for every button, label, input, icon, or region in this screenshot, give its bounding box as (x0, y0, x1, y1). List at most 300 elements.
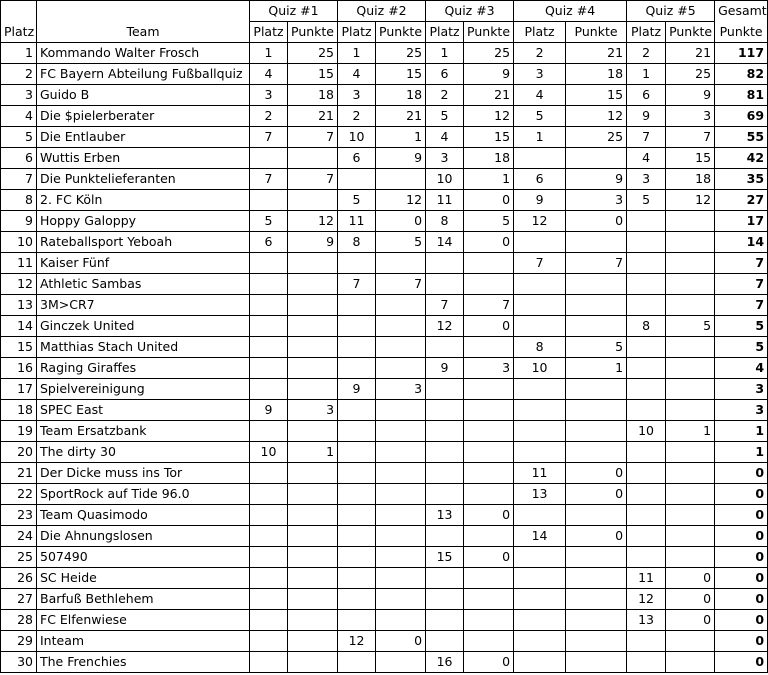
rank-cell: 23 (1, 505, 37, 526)
quiz-5-platz-cell: 3 (627, 169, 666, 190)
quiz-5-platz-cell: 1 (627, 64, 666, 85)
quiz-1-punkte-cell: 15 (288, 64, 338, 85)
quiz-5-platz-cell: 8 (627, 316, 666, 337)
total-points-cell: 0 (715, 526, 768, 547)
table-row (1, 106, 768, 127)
total-points-cell: 0 (715, 652, 768, 673)
rank-cell: 6 (1, 148, 37, 169)
quiz-5-punkte-cell: 1 (666, 421, 715, 442)
quiz-1-platz-cell (250, 610, 288, 631)
quiz-4-punkte-cell: 3 (566, 190, 627, 211)
quiz-3-punkte-cell (464, 400, 514, 421)
quiz-1-platz-cell (250, 505, 288, 526)
quiz-3-platz-cell (426, 337, 464, 358)
rank-cell: 2 (1, 64, 37, 85)
quiz-1-punkte-cell (288, 295, 338, 316)
quiz-2-platz-cell (338, 484, 376, 505)
quiz-2-platz-cell (338, 505, 376, 526)
table-row (1, 253, 768, 274)
quiz-3-punkte-cell (464, 463, 514, 484)
rank-cell: 21 (1, 463, 37, 484)
quiz-4-platz-cell: 7 (514, 253, 566, 274)
quiz-3-punkte-cell: 1 (464, 169, 514, 190)
rank-cell: 29 (1, 631, 37, 652)
quiz-4-platz-cell: 11 (514, 463, 566, 484)
quiz-3-punkte-cell: 7 (464, 295, 514, 316)
quiz-5-platz-cell (627, 442, 666, 463)
total-points-cell: 1 (715, 421, 768, 442)
quiz-5-platz-cell (627, 652, 666, 673)
quiz-2-platz-cell: 3 (338, 85, 376, 106)
quiz-3-header: Quiz #3 (426, 1, 514, 22)
total-points-cell: 3 (715, 400, 768, 421)
quiz-5-platz-cell: 7 (627, 127, 666, 148)
quiz-3-platz-header: Platz (426, 22, 464, 43)
quiz-4-punkte-cell: 0 (566, 211, 627, 232)
quiz-5-punkte-cell (666, 463, 715, 484)
quiz-1-punkte-cell (288, 148, 338, 169)
team-name-cell: Wuttis Erben (37, 148, 250, 169)
quiz-1-punkte-cell (288, 526, 338, 547)
quiz-2-punkte-cell (376, 421, 426, 442)
quiz-4-punkte-cell (566, 505, 627, 526)
quiz-1-platz-cell (250, 421, 288, 442)
quiz-5-punkte-cell: 18 (666, 169, 715, 190)
quiz-5-punkte-cell (666, 379, 715, 400)
quiz-3-platz-cell: 1 (426, 43, 464, 64)
quiz-5-platz-cell: 12 (627, 589, 666, 610)
rank-cell: 16 (1, 358, 37, 379)
team-name-cell: Kaiser Fünf (37, 253, 250, 274)
quiz-3-punkte-cell: 21 (464, 85, 514, 106)
total-points-cell: 0 (715, 568, 768, 589)
rank-cell: 30 (1, 652, 37, 673)
quiz-1-platz-cell: 5 (250, 211, 288, 232)
table-row (1, 568, 768, 589)
quiz-4-punkte-cell (566, 295, 627, 316)
team-name-cell: SC Heide (37, 568, 250, 589)
rank-cell: 25 (1, 547, 37, 568)
team-name-cell: Die Ahnungslosen (37, 526, 250, 547)
team-name-cell: 507490 (37, 547, 250, 568)
quiz-3-platz-cell: 2 (426, 85, 464, 106)
rank-cell: 8 (1, 190, 37, 211)
quiz-4-platz-cell: 6 (514, 169, 566, 190)
table-row (1, 442, 768, 463)
quiz-1-platz-cell (250, 358, 288, 379)
team-name-cell: Kommando Walter Frosch (37, 43, 250, 64)
quiz-4-punkte-cell (566, 400, 627, 421)
team-name-cell: FC Bayern Abteilung Fußballquiz (37, 64, 250, 85)
quiz-1-punkte-cell: 12 (288, 211, 338, 232)
quiz-1-punkte-cell (288, 547, 338, 568)
quiz-4-punkte-cell (566, 148, 627, 169)
quiz-3-platz-cell (426, 442, 464, 463)
table-row (1, 610, 768, 631)
quiz-2-platz-cell (338, 253, 376, 274)
quiz-3-punkte-cell: 5 (464, 211, 514, 232)
quiz-3-punkte-cell (464, 589, 514, 610)
quiz-1-punkte-cell: 1 (288, 442, 338, 463)
rank-cell: 1 (1, 43, 37, 64)
quiz-2-punkte-cell (376, 484, 426, 505)
quiz-1-platz-cell (250, 148, 288, 169)
quiz-4-punkte-header: Punkte (566, 22, 627, 43)
quiz-5-punkte-cell: 9 (666, 85, 715, 106)
rank-cell: 4 (1, 106, 37, 127)
table-row (1, 232, 768, 253)
quiz-2-punkte-cell: 0 (376, 211, 426, 232)
quiz-3-punkte-cell: 3 (464, 358, 514, 379)
quiz-5-punkte-cell (666, 484, 715, 505)
quiz-5-platz-cell (627, 358, 666, 379)
total-points-cell: 17 (715, 211, 768, 232)
quiz-1-platz-cell (250, 589, 288, 610)
table-row (1, 358, 768, 379)
quiz-5-platz-cell (627, 484, 666, 505)
rank-cell: 17 (1, 379, 37, 400)
quiz-4-punkte-cell (566, 652, 627, 673)
quiz-2-platz-cell (338, 358, 376, 379)
quiz-1-platz-cell (250, 316, 288, 337)
quiz-4-punkte-cell (566, 610, 627, 631)
total-points-cell: 7 (715, 295, 768, 316)
quiz-5-punkte-cell (666, 547, 715, 568)
quiz-3-platz-cell (426, 610, 464, 631)
team-name-cell: SportRock auf Tide 96.0 (37, 484, 250, 505)
total-points-cell: 1 (715, 442, 768, 463)
quiz-1-punkte-cell (288, 358, 338, 379)
quiz-5-platz-cell (627, 631, 666, 652)
quiz-1-platz-cell (250, 631, 288, 652)
quiz-5-platz-cell: 10 (627, 421, 666, 442)
quiz-1-platz-cell: 3 (250, 85, 288, 106)
quiz-2-punkte-cell (376, 610, 426, 631)
quiz-5-punkte-cell (666, 232, 715, 253)
quiz-3-platz-cell (426, 568, 464, 589)
quiz-3-punkte-cell (464, 568, 514, 589)
quiz-2-punkte-cell (376, 253, 426, 274)
quiz-1-punkte-cell (288, 421, 338, 442)
quiz-3-punkte-cell: 0 (464, 190, 514, 211)
quiz-5-punkte-cell (666, 295, 715, 316)
quiz-4-platz-cell: 5 (514, 106, 566, 127)
quiz-1-platz-header: Platz (250, 22, 288, 43)
quiz-4-platz-cell: 4 (514, 85, 566, 106)
quiz-2-platz-cell (338, 652, 376, 673)
table-row (1, 127, 768, 148)
quiz-3-platz-cell: 15 (426, 547, 464, 568)
quiz-5-platz-cell (627, 526, 666, 547)
quiz-1-punkte-cell: 3 (288, 400, 338, 421)
quiz-2-platz-cell (338, 316, 376, 337)
quiz-1-platz-cell (250, 253, 288, 274)
quiz-5-punkte-cell (666, 211, 715, 232)
quiz-1-platz-cell (250, 463, 288, 484)
quiz-5-punkte-cell: 25 (666, 64, 715, 85)
total-points-cell: 35 (715, 169, 768, 190)
team-column-header: Team (37, 22, 250, 43)
rank-cell: 20 (1, 442, 37, 463)
quiz-5-header: Quiz #5 (627, 1, 715, 22)
quiz-5-platz-cell (627, 295, 666, 316)
quiz-1-punkte-cell (288, 274, 338, 295)
quiz-4-platz-cell (514, 232, 566, 253)
total-points-cell: 4 (715, 358, 768, 379)
total-points-cell: 7 (715, 274, 768, 295)
rank-cell: 12 (1, 274, 37, 295)
quiz-2-punkte-cell (376, 169, 426, 190)
quiz-2-punkte-cell (376, 295, 426, 316)
quiz-4-punkte-cell: 1 (566, 358, 627, 379)
quiz-4-platz-cell: 10 (514, 358, 566, 379)
quiz-3-platz-cell (426, 631, 464, 652)
quiz-5-platz-header: Platz (627, 22, 666, 43)
quiz-1-punkte-cell (288, 463, 338, 484)
quiz-5-platz-cell (627, 211, 666, 232)
quiz-5-platz-cell (627, 337, 666, 358)
quiz-2-platz-cell (338, 463, 376, 484)
quiz-1-punkte-cell: 25 (288, 43, 338, 64)
quiz-4-platz-cell (514, 421, 566, 442)
quiz-1-platz-cell: 7 (250, 169, 288, 190)
quiz-4-header: Quiz #4 (514, 1, 627, 22)
quiz-4-platz-cell: 12 (514, 211, 566, 232)
quiz-2-punkte-cell (376, 547, 426, 568)
quiz-2-punkte-cell: 0 (376, 631, 426, 652)
quiz-1-platz-cell: 2 (250, 106, 288, 127)
table-row (1, 211, 768, 232)
gesamt-punkte-header: Punkte (715, 22, 768, 43)
quiz-4-platz-cell (514, 631, 566, 652)
quiz-4-platz-cell: 2 (514, 43, 566, 64)
quiz-2-platz-cell (338, 547, 376, 568)
quiz-4-punkte-cell (566, 568, 627, 589)
quiz-4-punkte-cell: 15 (566, 85, 627, 106)
table-row (1, 547, 768, 568)
quiz-4-punkte-cell: 21 (566, 43, 627, 64)
quiz-1-platz-cell (250, 484, 288, 505)
quiz-5-punkte-cell: 21 (666, 43, 715, 64)
quiz-3-punkte-cell: 0 (464, 547, 514, 568)
quiz-4-platz-cell (514, 442, 566, 463)
quiz-2-platz-cell (338, 337, 376, 358)
quiz-2-header: Quiz #2 (338, 1, 426, 22)
quiz-2-platz-cell (338, 589, 376, 610)
quiz-3-platz-cell (426, 253, 464, 274)
rank-cell: 18 (1, 400, 37, 421)
quiz-1-punkte-cell: 21 (288, 106, 338, 127)
quiz-3-punkte-cell (464, 442, 514, 463)
quiz-4-platz-cell (514, 148, 566, 169)
quiz-3-platz-cell: 5 (426, 106, 464, 127)
total-points-cell: 14 (715, 232, 768, 253)
quiz-2-punkte-cell (376, 358, 426, 379)
quiz-2-platz-cell: 5 (338, 190, 376, 211)
total-points-cell: 117 (715, 43, 768, 64)
quiz-1-punkte-cell (288, 253, 338, 274)
quiz-3-punkte-header: Punkte (464, 22, 514, 43)
quiz-1-header: Quiz #1 (250, 1, 338, 22)
quiz-2-punkte-cell (376, 316, 426, 337)
quiz-1-punkte-cell: 7 (288, 127, 338, 148)
quiz-4-platz-cell (514, 316, 566, 337)
team-name-cell: Team Quasimodo (37, 505, 250, 526)
quiz-3-punkte-cell: 15 (464, 127, 514, 148)
quiz-2-punkte-cell (376, 568, 426, 589)
quiz-2-platz-cell: 9 (338, 379, 376, 400)
quiz-5-punkte-header: Punkte (666, 22, 715, 43)
quiz-1-punkte-header: Punkte (288, 22, 338, 43)
rank-cell: 7 (1, 169, 37, 190)
table-row (1, 148, 768, 169)
total-points-cell: 0 (715, 589, 768, 610)
rank-cell: 14 (1, 316, 37, 337)
quiz-5-punkte-cell (666, 400, 715, 421)
quiz-2-punkte-cell: 18 (376, 85, 426, 106)
quiz-4-platz-cell: 14 (514, 526, 566, 547)
quiz-4-platz-cell (514, 589, 566, 610)
rank-column-header: Platz (1, 22, 37, 43)
quiz-4-platz-cell (514, 400, 566, 421)
quiz-2-punkte-cell (376, 505, 426, 526)
quiz-2-punkte-cell: 21 (376, 106, 426, 127)
quiz-4-punkte-cell: 9 (566, 169, 627, 190)
header-row-quizzes (1, 1, 768, 22)
quiz-2-punkte-header: Punkte (376, 22, 426, 43)
rank-cell: 24 (1, 526, 37, 547)
quiz-3-punkte-cell: 0 (464, 232, 514, 253)
quiz-2-punkte-cell (376, 442, 426, 463)
quiz-3-platz-cell (426, 484, 464, 505)
quiz-4-platz-cell (514, 547, 566, 568)
quiz-3-punkte-cell: 18 (464, 148, 514, 169)
quiz-4-platz-cell (514, 505, 566, 526)
rank-cell: 15 (1, 337, 37, 358)
quiz-2-platz-cell (338, 526, 376, 547)
quiz-5-punkte-cell (666, 358, 715, 379)
quiz-3-punkte-cell (464, 379, 514, 400)
quiz-4-punkte-cell: 0 (566, 526, 627, 547)
total-points-cell: 0 (715, 463, 768, 484)
team-name-cell: Raging Giraffes (37, 358, 250, 379)
quiz-5-punkte-cell (666, 631, 715, 652)
gesamt-header: Gesamt (715, 1, 768, 22)
table-row (1, 64, 768, 85)
quiz-2-punkte-cell: 9 (376, 148, 426, 169)
quiz-3-platz-cell (426, 400, 464, 421)
team-name-cell: Die Entlauber (37, 127, 250, 148)
team-name-cell: The Frenchies (37, 652, 250, 673)
quiz-4-punkte-cell (566, 631, 627, 652)
quiz-2-platz-cell (338, 421, 376, 442)
rank-cell: 22 (1, 484, 37, 505)
quiz-1-platz-cell (250, 526, 288, 547)
quiz-5-platz-cell (627, 505, 666, 526)
quiz-1-punkte-cell (288, 652, 338, 673)
quiz-4-platz-cell (514, 295, 566, 316)
quiz-2-platz-cell: 1 (338, 43, 376, 64)
total-points-cell: 0 (715, 505, 768, 526)
quiz-2-platz-cell: 7 (338, 274, 376, 295)
quiz-5-platz-cell (627, 274, 666, 295)
quiz-4-punkte-cell (566, 274, 627, 295)
quiz-5-punkte-cell (666, 274, 715, 295)
total-points-cell: 5 (715, 316, 768, 337)
quiz-3-platz-cell: 13 (426, 505, 464, 526)
quiz-1-punkte-cell (288, 190, 338, 211)
team-name-cell: Matthias Stach United (37, 337, 250, 358)
quiz-1-punkte-cell (288, 505, 338, 526)
quiz-1-platz-cell: 10 (250, 442, 288, 463)
quiz-2-punkte-cell: 25 (376, 43, 426, 64)
quiz-2-platz-cell (338, 442, 376, 463)
quiz-1-punkte-cell: 9 (288, 232, 338, 253)
quiz-2-punkte-cell (376, 526, 426, 547)
quiz-4-punkte-cell (566, 589, 627, 610)
quiz-1-platz-cell: 9 (250, 400, 288, 421)
quiz-3-platz-cell: 10 (426, 169, 464, 190)
rank-cell: 3 (1, 85, 37, 106)
quiz-5-platz-cell (627, 463, 666, 484)
quiz-2-platz-cell: 6 (338, 148, 376, 169)
quiz-4-punkte-cell (566, 379, 627, 400)
quiz-5-platz-cell: 6 (627, 85, 666, 106)
quiz-2-punkte-cell: 5 (376, 232, 426, 253)
quiz-1-platz-cell (250, 568, 288, 589)
quiz-3-platz-cell: 4 (426, 127, 464, 148)
total-points-cell: 0 (715, 610, 768, 631)
quiz-1-platz-cell (250, 190, 288, 211)
quiz-2-punkte-cell: 15 (376, 64, 426, 85)
rank-cell: 5 (1, 127, 37, 148)
quiz-4-punkte-cell (566, 316, 627, 337)
quiz-3-platz-cell (426, 274, 464, 295)
quiz-5-platz-cell: 5 (627, 190, 666, 211)
quiz-3-platz-cell (426, 421, 464, 442)
quiz-2-platz-cell (338, 169, 376, 190)
team-name-cell: Spielvereinigung (37, 379, 250, 400)
quiz-1-platz-cell (250, 547, 288, 568)
table-row (1, 526, 768, 547)
total-points-cell: 0 (715, 547, 768, 568)
quiz-4-punkte-cell: 5 (566, 337, 627, 358)
quiz-3-punkte-cell (464, 337, 514, 358)
total-points-cell: 7 (715, 253, 768, 274)
total-points-cell: 0 (715, 484, 768, 505)
quiz-4-punkte-cell: 25 (566, 127, 627, 148)
quiz-3-platz-cell (426, 589, 464, 610)
quiz-5-punkte-cell (666, 337, 715, 358)
quiz-4-punkte-cell (566, 547, 627, 568)
rank-cell: 13 (1, 295, 37, 316)
quiz-3-platz-cell: 9 (426, 358, 464, 379)
quiz-5-platz-cell: 9 (627, 106, 666, 127)
quiz-5-platz-cell: 11 (627, 568, 666, 589)
quiz-4-platz-cell: 9 (514, 190, 566, 211)
standings-body (1, 43, 768, 673)
table-row (1, 379, 768, 400)
quiz-3-punkte-cell: 0 (464, 505, 514, 526)
quiz-5-punkte-cell (666, 652, 715, 673)
quiz-2-platz-cell (338, 295, 376, 316)
team-name-cell: Der Dicke muss ins Tor (37, 463, 250, 484)
total-points-cell: 42 (715, 148, 768, 169)
table-row (1, 274, 768, 295)
rank-cell: 9 (1, 211, 37, 232)
quiz-5-punkte-cell: 15 (666, 148, 715, 169)
team-name-cell: 3M>CR7 (37, 295, 250, 316)
